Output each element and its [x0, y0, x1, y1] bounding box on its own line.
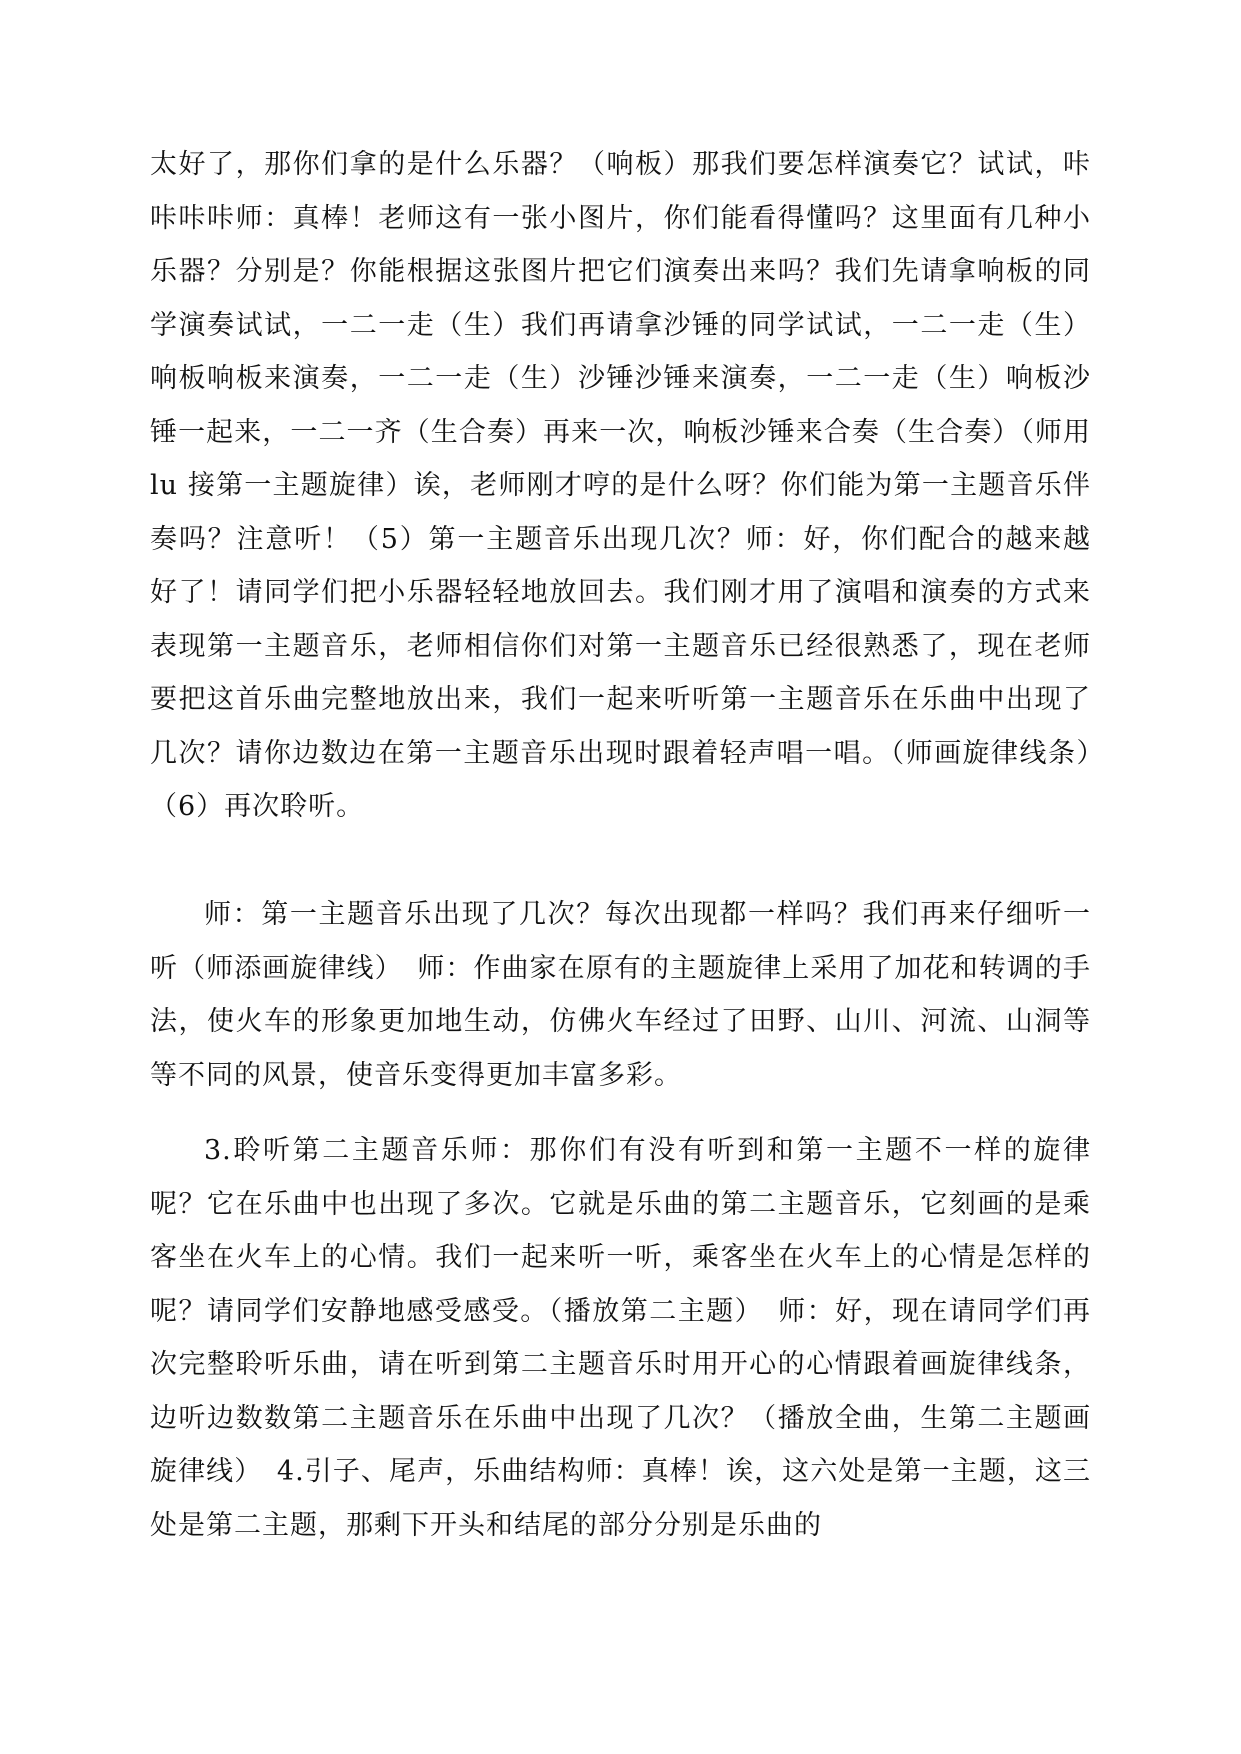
body-paragraph: 太好了，那你们拿的是什么乐器？（响板）那我们要怎样演奏它？试试，咔咔咔咔师：真棒！老师这有一张小图片，你们能看得懂吗？这里面有几种小乐器？分别是？你能根据这张图片把它们演奏出来吗？我们先请拿响板的同学演奏试试，一二一走（生）我们再请拿沙锤的同学试试，一二一走（生）响板响板来演奏，一二一走（生）沙锤沙锤来演奏，一二一走（生）响板沙锤一起来，一二一齐（生合奏）再来一次，响板沙锤来合奏（生合奏）（师用 lu 接第一主题旋律）诶，老师刚才哼的是什么呀？你们能为第一主题音乐伴奏吗？注意听！（5）第一主题音乐出现几次？师：好，你们配合的越来越好了！请同学们把小乐器轻轻地放回去。我们刚才用了演唱和演奏的方式来表现第一主题音乐，老师相信你们对第一主题音乐已经很熟悉了，现在老师要把这首乐曲完整地放出来，我们一起来听听第一主题音乐在乐曲中出现了几次？请你边数边在第一主题音乐出现时跟着轻声唱一唱。（师画旋律线条） （6）再次聆听。 — [150, 149, 1119, 822]
body-paragraph: 师：第一主题音乐出现了几次？每次出现都一样吗？我们再来仔细听一听（师添画旋律线） 师：作曲家在原有的主题旋律上采用了加花和转调的手法，使火车的形象更加地生动，仿佛火车经过了田野、山川、河流、山洞等等不同的风景，使音乐变得更加丰富多彩。 — [150, 899, 1091, 1091]
body-paragraph: 3.聆听第二主题音乐师：那你们有没有听到和第一主题不一样的旋律呢？它在乐曲中也出现了多次。它就是乐曲的第二主题音乐，它刻画的是乘客坐在火车上的心情。我们一起来听一听，乘客坐在火车上的心情是怎样的呢？请同学们安静地感受感受。（播放第二主题） 师：好，现在请同学们再次完整聆听乐曲，请在听到第二主题音乐时用开心的心情跟着画旋律线条，边听边数数第二主题音乐在乐曲中出现了几次？（播放全曲，生第二主题画旋律线） 4.引子、尾声，乐曲结构师：真棒！诶，这六处是第一主题，这三处是第二主题，那剩下开头和结尾的部分分别是乐曲的 — [150, 1135, 1091, 1541]
